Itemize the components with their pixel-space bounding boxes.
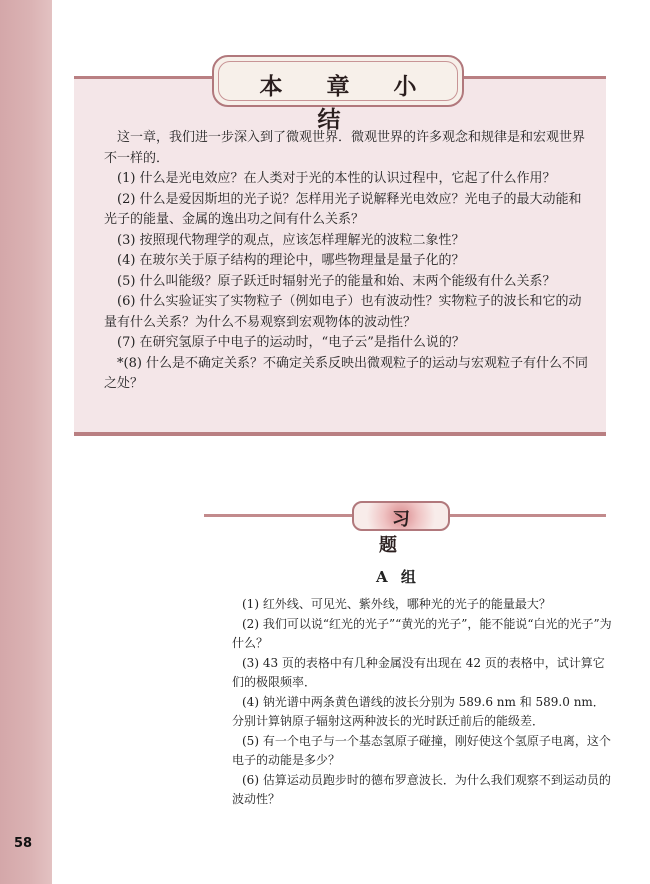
exercise-title: 习 题 — [379, 509, 436, 556]
exercise-item: (5) 有一个电子与一个基态氢原子碰撞，刚好使这个氢原子电离，这个电子的动能是多少？ — [232, 734, 611, 767]
exercise-item: (2) 我们可以说“红光的光子”“黄光的光子”，能不能说“白光的光子”为什么？ — [232, 617, 612, 650]
exercise-item: (3) 43 页的表格中有几种金属没有出现在 42 页的表格中，试计算它们的极限频率． — [232, 656, 605, 689]
summary-question: (2) 什么是爱因斯坦的光子说？怎样用光子说解释光电效应？光电子的最大动能和光子的能量、金属的逸出功之间有什么关系？ — [104, 191, 582, 227]
summary-intro: 这一章，我们进一步深入到了微观世界．微观世界的许多观念和规律是和宏观世界不一样的． — [104, 130, 586, 166]
summary-question: (5) 什么叫能级？原子跃迁时辐射光子的能量和始、末两个能级有什么关系？ — [117, 273, 556, 289]
chapter-summary-title: 本 章 小 结 — [259, 74, 435, 133]
side-stripe — [0, 0, 52, 884]
exercise-list — [232, 595, 612, 810]
exercise-item: (4) 钠光谱中两条黄色谱线的波长分别为 589.6 nm 和 589.0 nm．分别计算钠原子辐射这两种波长的光时跃迁前后的能级差． — [232, 695, 605, 728]
summary-question: (3) 按照现代物理学的观点，应该怎样理解光的波粒二象性？ — [117, 232, 465, 248]
summary-question: *(8) 什么是不确定关系？不确定关系反映出微观粒子的运动与宏观粒子有什么不同之处？ — [104, 355, 589, 391]
chapter-summary-title-badge — [212, 55, 464, 133]
summary-question: (6) 什么实验证实了实物粒子（例如电子）也有波动性？实物粒子的波长和它的动量有什么关系？为什么不易观察到宏观物体的波动性？ — [104, 294, 582, 330]
summary-question: (4) 在玻尔关于原子结构的理论中，哪些物理量是量子化的？ — [117, 253, 465, 268]
exercise-item: (6) 估算运动员跑步时的德布罗意波长．为什么我们观察不到运动员的波动性？ — [232, 773, 611, 806]
summary-question: (7) 在研究氢原子中电子的运动时，“电子云”是指什么说的？ — [117, 335, 465, 350]
page-number: 58 — [14, 836, 33, 851]
group-a-title: A 组 — [376, 568, 420, 586]
exercise-item: (1) 红外线、可见光、紫外线，哪种光的光子的能量最大？ — [242, 597, 551, 611]
exercise-divider-left — [204, 514, 354, 517]
chapter-summary-text — [104, 128, 594, 395]
summary-question: (1) 什么是光电效应？在人类对于光的本性的认识过程中，它起了什么作用？ — [117, 171, 556, 186]
exercise-divider-right — [448, 514, 606, 517]
exercise-title-badge — [352, 501, 450, 556]
